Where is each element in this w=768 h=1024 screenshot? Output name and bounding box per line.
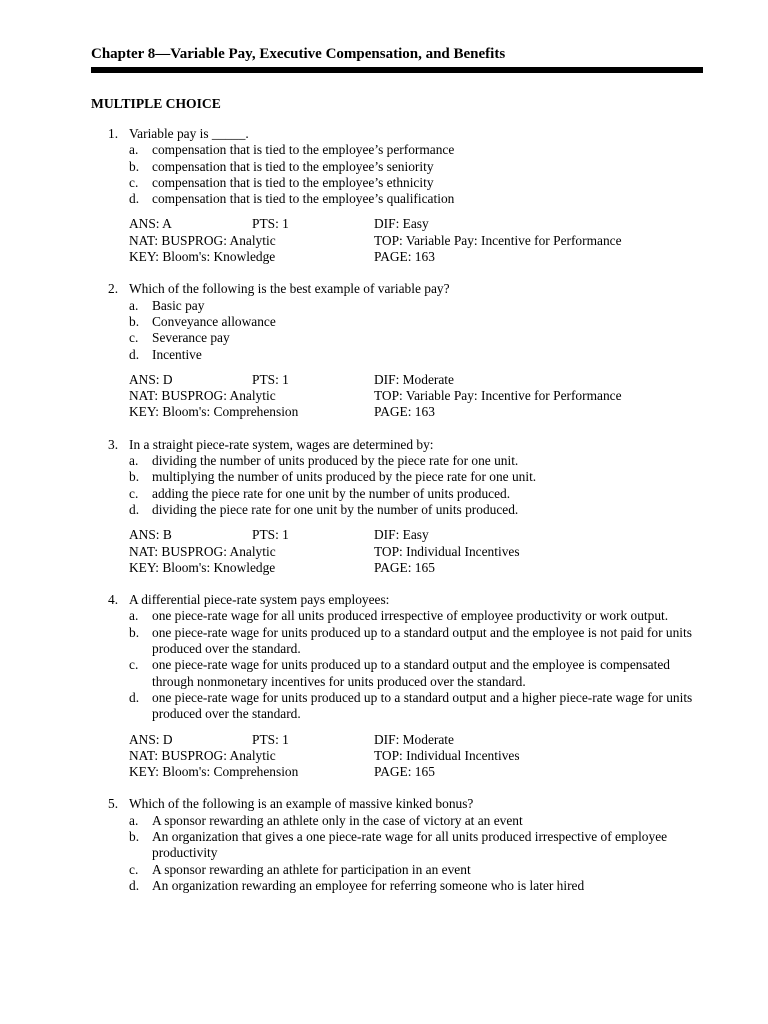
option-letter: a. <box>129 297 139 313</box>
topic: TOP: Variable Pay: Incentive for Performance <box>374 388 622 404</box>
points: PTS: 1 <box>252 527 289 543</box>
question-text: Variable pay is _____. <box>129 126 249 141</box>
nat-tag: NAT: BUSPROG: Analytic <box>129 747 276 763</box>
question-1 <box>91 126 703 265</box>
question-number: 5. <box>108 796 119 812</box>
question-text: A differential piece-rate system pays employees: <box>129 592 390 608</box>
option-text: multiplying the number of units produced by the piece rate for one unit. <box>152 469 537 485</box>
option-text: Incentive <box>152 346 202 362</box>
option-text: adding the piece rate for one unit by the number of units produced. <box>152 485 511 501</box>
difficulty: DIF: Moderate <box>374 731 454 747</box>
question-number: 3. <box>108 436 119 452</box>
option-b <box>91 829 703 862</box>
option-letter: b. <box>129 828 140 844</box>
option-letter: a. <box>129 608 139 624</box>
option-letter: b. <box>129 158 140 174</box>
option-d <box>91 878 703 894</box>
option-list <box>91 608 703 722</box>
question-stem <box>91 796 703 812</box>
page-ref: PAGE: 165 <box>374 559 435 575</box>
question-number: 2. <box>108 281 119 297</box>
points: PTS: 1 <box>252 371 289 387</box>
option-text: one piece-rate wage for all units produced irrespective of employee productivity or work output. <box>152 608 669 624</box>
option-d <box>91 502 703 518</box>
question-number: 1. <box>108 126 119 141</box>
option-c <box>91 657 703 690</box>
option-text: one piece-rate wage for units produced up to a standard output and a higher piece-rate wage for units produced over the standard. <box>152 689 693 722</box>
nat-tag: NAT: BUSPROG: Analytic <box>129 232 276 248</box>
bloom-key: KEY: Bloom's: Knowledge <box>129 249 276 265</box>
page-ref: PAGE: 163 <box>374 404 435 420</box>
option-text: A sponsor rewarding an athlete only in the case of victory at an event <box>152 812 523 828</box>
option-text: one piece-rate wage for units produced up to a standard output and the employee is compensated through nonmonetary incentives for units produced over the standard. <box>152 657 670 689</box>
option-list <box>91 142 703 207</box>
option-text: A sponsor rewarding an athlete for participation in an event <box>152 861 471 877</box>
answer-key: ANS: B <box>129 527 172 543</box>
option-b <box>91 159 703 175</box>
question-stem <box>91 281 703 297</box>
question-text: Which of the following is the best example of variable pay? <box>129 281 450 297</box>
option-list <box>91 453 703 518</box>
option-text: dividing the number of units produced by the piece rate for one unit. <box>152 453 519 469</box>
option-letter: d. <box>129 501 140 517</box>
option-letter: a. <box>129 812 139 828</box>
option-text: compensation that is tied to the employee’s seniority <box>152 158 434 174</box>
option-text: compensation that is tied to the employee’s qualification <box>152 191 455 207</box>
question-text: Which of the following is an example of massive kinked bonus? <box>129 796 474 812</box>
nat-tag: NAT: BUSPROG: Analytic <box>129 543 276 559</box>
option-text: Severance pay <box>152 330 230 346</box>
option-a <box>91 813 703 829</box>
difficulty: DIF: Easy <box>374 216 429 232</box>
answer-metadata <box>91 216 703 265</box>
question-2 <box>91 281 703 420</box>
question-4 <box>91 592 703 780</box>
document-page <box>91 44 703 894</box>
option-letter: c. <box>129 657 139 673</box>
option-text: dividing the piece rate for one unit by the number of units produced. <box>152 501 519 517</box>
option-text: Basic pay <box>152 297 205 313</box>
answer-key: ANS: D <box>129 731 173 747</box>
option-letter: c. <box>129 330 139 346</box>
nat-tag: NAT: BUSPROG: Analytic <box>129 388 276 404</box>
option-a <box>91 453 703 469</box>
topic: TOP: Individual Incentives <box>374 747 520 763</box>
option-c <box>91 330 703 346</box>
difficulty: DIF: Easy <box>374 527 429 543</box>
points: PTS: 1 <box>252 731 289 747</box>
points: PTS: 1 <box>252 216 289 232</box>
option-letter: b. <box>129 469 140 485</box>
option-text: Conveyance allowance <box>152 313 276 329</box>
option-d <box>91 690 703 723</box>
title-rule <box>91 67 703 73</box>
option-letter: c. <box>129 174 139 190</box>
option-d <box>91 347 703 363</box>
option-b <box>91 625 703 658</box>
question-stem <box>91 592 703 608</box>
option-b <box>91 314 703 330</box>
question-stem <box>91 126 703 142</box>
option-letter: c. <box>129 485 139 501</box>
option-list <box>91 298 703 363</box>
option-letter: c. <box>129 861 139 877</box>
option-a <box>91 142 703 158</box>
option-letter: d. <box>129 689 140 705</box>
page-ref: PAGE: 165 <box>374 764 435 780</box>
question-text: In a straight piece-rate system, wages are determined by: <box>129 436 434 452</box>
option-letter: d. <box>129 346 140 362</box>
option-letter: a. <box>129 142 139 158</box>
bloom-key: KEY: Bloom's: Comprehension <box>129 764 299 780</box>
bloom-key: KEY: Bloom's: Comprehension <box>129 404 299 420</box>
option-b <box>91 469 703 485</box>
option-c <box>91 175 703 191</box>
page-ref: PAGE: 163 <box>374 249 435 265</box>
question-number: 4. <box>108 592 119 608</box>
option-text: one piece-rate wage for units produced up to a standard output and the employee is not paid for units produced over the standard. <box>152 624 692 657</box>
answer-metadata <box>91 527 703 576</box>
option-letter: b. <box>129 624 140 640</box>
question-stem <box>91 437 703 453</box>
option-list <box>91 813 703 894</box>
answer-metadata <box>91 372 703 421</box>
difficulty: DIF: Moderate <box>374 371 454 387</box>
option-d <box>91 191 703 207</box>
answer-key: ANS: A <box>129 216 172 232</box>
answer-key: ANS: D <box>129 371 173 387</box>
option-text: compensation that is tied to the employee’s ethnicity <box>152 174 434 190</box>
option-letter: a. <box>129 453 139 469</box>
option-text: An organization rewarding an employee for referring someone who is later hired <box>152 877 585 893</box>
question-5 <box>91 796 703 894</box>
chapter-title: Chapter 8—Variable Pay, Executive Compensation, and Benefits <box>91 46 506 62</box>
option-letter: d. <box>129 877 140 893</box>
option-a <box>91 608 703 624</box>
topic: TOP: Variable Pay: Incentive for Performance <box>374 232 622 248</box>
section-heading: MULTIPLE CHOICE <box>91 96 221 111</box>
option-text: compensation that is tied to the employee’s performance <box>152 142 455 158</box>
question-3 <box>91 437 703 576</box>
option-a <box>91 298 703 314</box>
answer-metadata <box>91 732 703 781</box>
topic: TOP: Individual Incentives <box>374 543 520 559</box>
option-text: An organization that gives a one piece-rate wage for all units produced irrespective of employee productivity <box>152 828 668 861</box>
option-c <box>91 486 703 502</box>
option-letter: d. <box>129 191 140 207</box>
option-c <box>91 862 703 878</box>
bloom-key: KEY: Bloom's: Knowledge <box>129 559 276 575</box>
option-letter: b. <box>129 313 140 329</box>
